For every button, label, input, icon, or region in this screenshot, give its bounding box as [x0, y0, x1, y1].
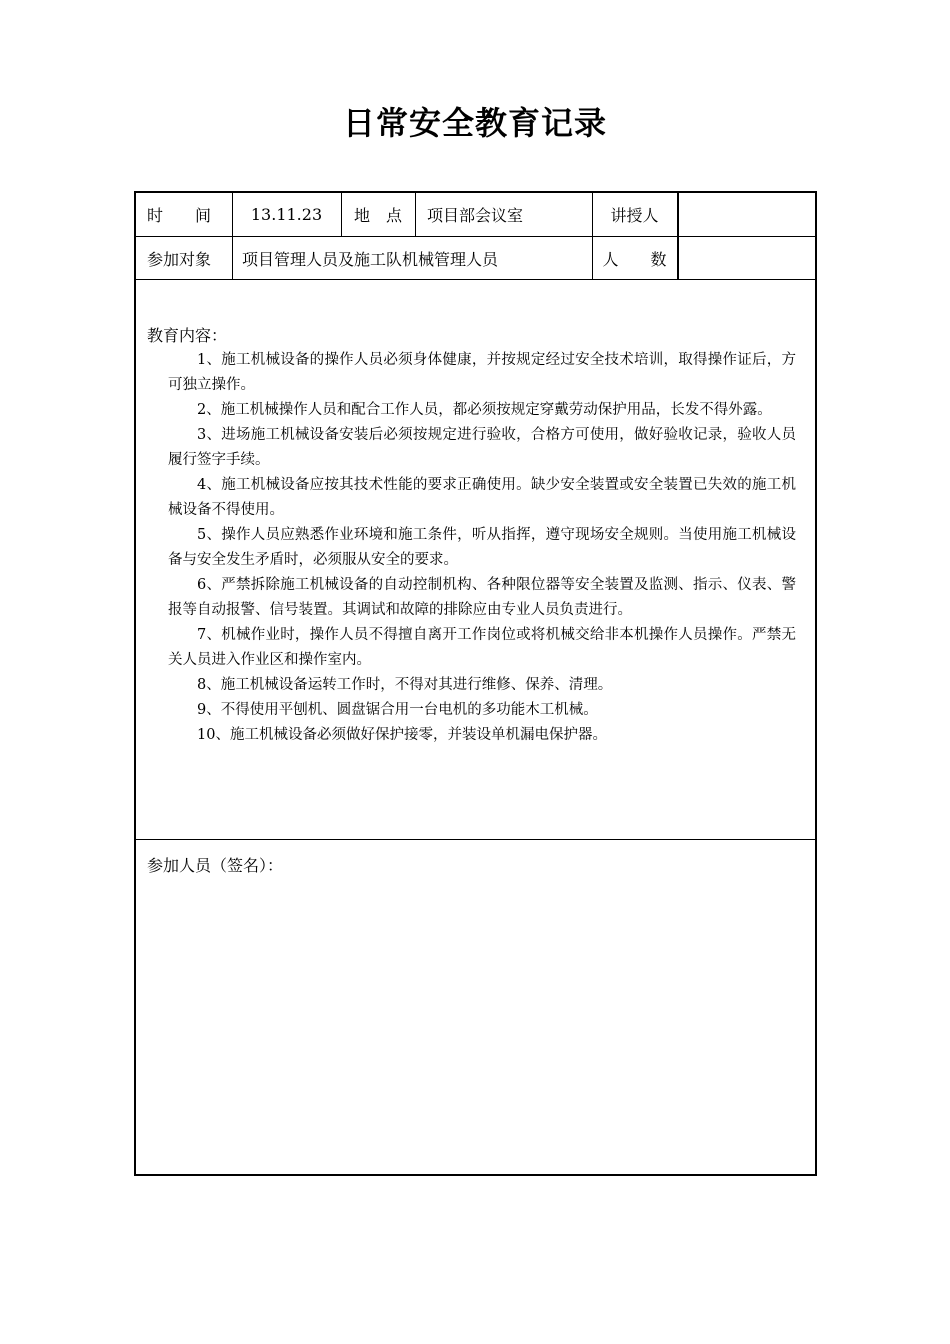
list-item: 8、施工机械设备运转工作时，不得对其进行维修、保养、清理。: [197, 677, 613, 693]
record-form: [134, 191, 817, 1176]
list-item: 10、施工机械设备必须做好保护接零，并装设单机漏电保护器。: [197, 727, 607, 743]
list-item: 9、不得使用平刨机、圆盘锯合用一台电机的多功能木工机械。: [197, 702, 598, 718]
time-label: 时 间: [147, 206, 212, 225]
list-item: 2、施工机械操作人员和配合工作人员，都必须按规定穿戴劳动保护用品，长发不得外露。: [197, 402, 772, 418]
count-label: 人 数: [602, 249, 667, 269]
list-item: 6、严禁拆除施工机械设备的自动控制机构、各种限位器等安全装置及监测、指示、仪表、警报等自动报警、信号装置。其调试和故障的排除应由专业人员负责进行。: [168, 577, 796, 618]
time-value: 13.11.23: [250, 205, 323, 224]
lecturer-value: [679, 193, 815, 236]
list-item: 1、施工机械设备的操作人员必须身体健康，并按规定经过安全技术培训，取得操作证后，方可独立操作。: [168, 352, 796, 393]
page-title: 日常安全教育记录: [342, 104, 607, 142]
location-label: 地 点: [353, 206, 402, 225]
participants-value: 项目管理人员及施工队机械管理人员: [242, 249, 499, 269]
list-item: 5、操作人员应熟悉作业环境和施工条件，听从指挥，遵守现场安全规则。当使用施工机械设备与安全发生矛盾时，必须服从安全的要求。: [168, 527, 796, 568]
header-row-2: [136, 237, 815, 280]
list-item: 3、进场施工机械设备安装后必须按规定进行验收，合格方可使用，做好验收记录，验收人员履行签字手续。: [168, 427, 796, 468]
education-content-section: [136, 280, 815, 840]
header-row-1: [136, 193, 815, 237]
signature-section[interactable]: [136, 840, 815, 1174]
participants-label: 参加对象: [147, 249, 212, 269]
content-items: [168, 348, 796, 748]
count-value: [679, 237, 815, 279]
content-heading: 教育内容：: [147, 326, 228, 345]
lecturer-label: 讲授人: [610, 206, 659, 225]
signature-label: 参加人员（签名）：: [147, 856, 284, 875]
list-item: 4、施工机械设备应按其技术性能的要求正确使用。缺少安全装置或安全装置已失效的施工机械设备不得使用。: [168, 477, 796, 518]
list-item: 7、机械作业时，操作人员不得擅自离开工作岗位或将机械交给非本机操作人员操作。严禁无关人员进入作业区和操作室内。: [168, 627, 796, 668]
location-value: 项目部会议室: [427, 206, 524, 225]
